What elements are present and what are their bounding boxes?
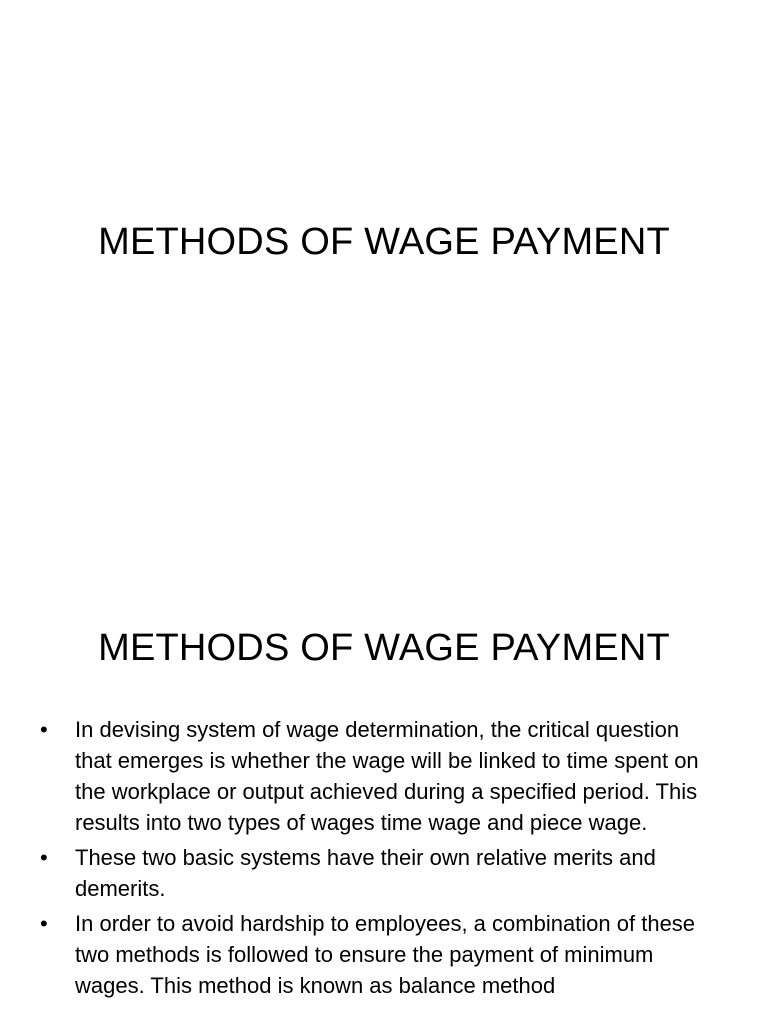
bullet-item xyxy=(40,842,720,904)
bullet-item xyxy=(40,714,720,838)
bullet-text: In devising system of wage determination, the critical question that emerges is whether the wage will be linked to time spent on the workplace or output achieved during a specified period. This results into two types of wages time wage and piece wage. xyxy=(75,717,699,835)
bullet-text: In order to avoid hardship to employees, a combination of these two methods is followed to ensure the payment of minimum wages. This method is known as balance method xyxy=(75,911,696,998)
bullet-list xyxy=(40,714,720,1005)
slide-title: METHODS OF WAGE PAYMENT xyxy=(98,221,670,263)
bullet-icon: • xyxy=(40,845,48,870)
content-slide xyxy=(0,576,768,1024)
bullet-text: These two basic systems have their own relative merits and demerits. xyxy=(75,845,656,901)
bullet-item xyxy=(40,908,720,1001)
bullet-icon: • xyxy=(40,717,48,742)
bullet-icon: • xyxy=(40,911,48,936)
slide-heading: METHODS OF WAGE PAYMENT xyxy=(98,627,670,669)
